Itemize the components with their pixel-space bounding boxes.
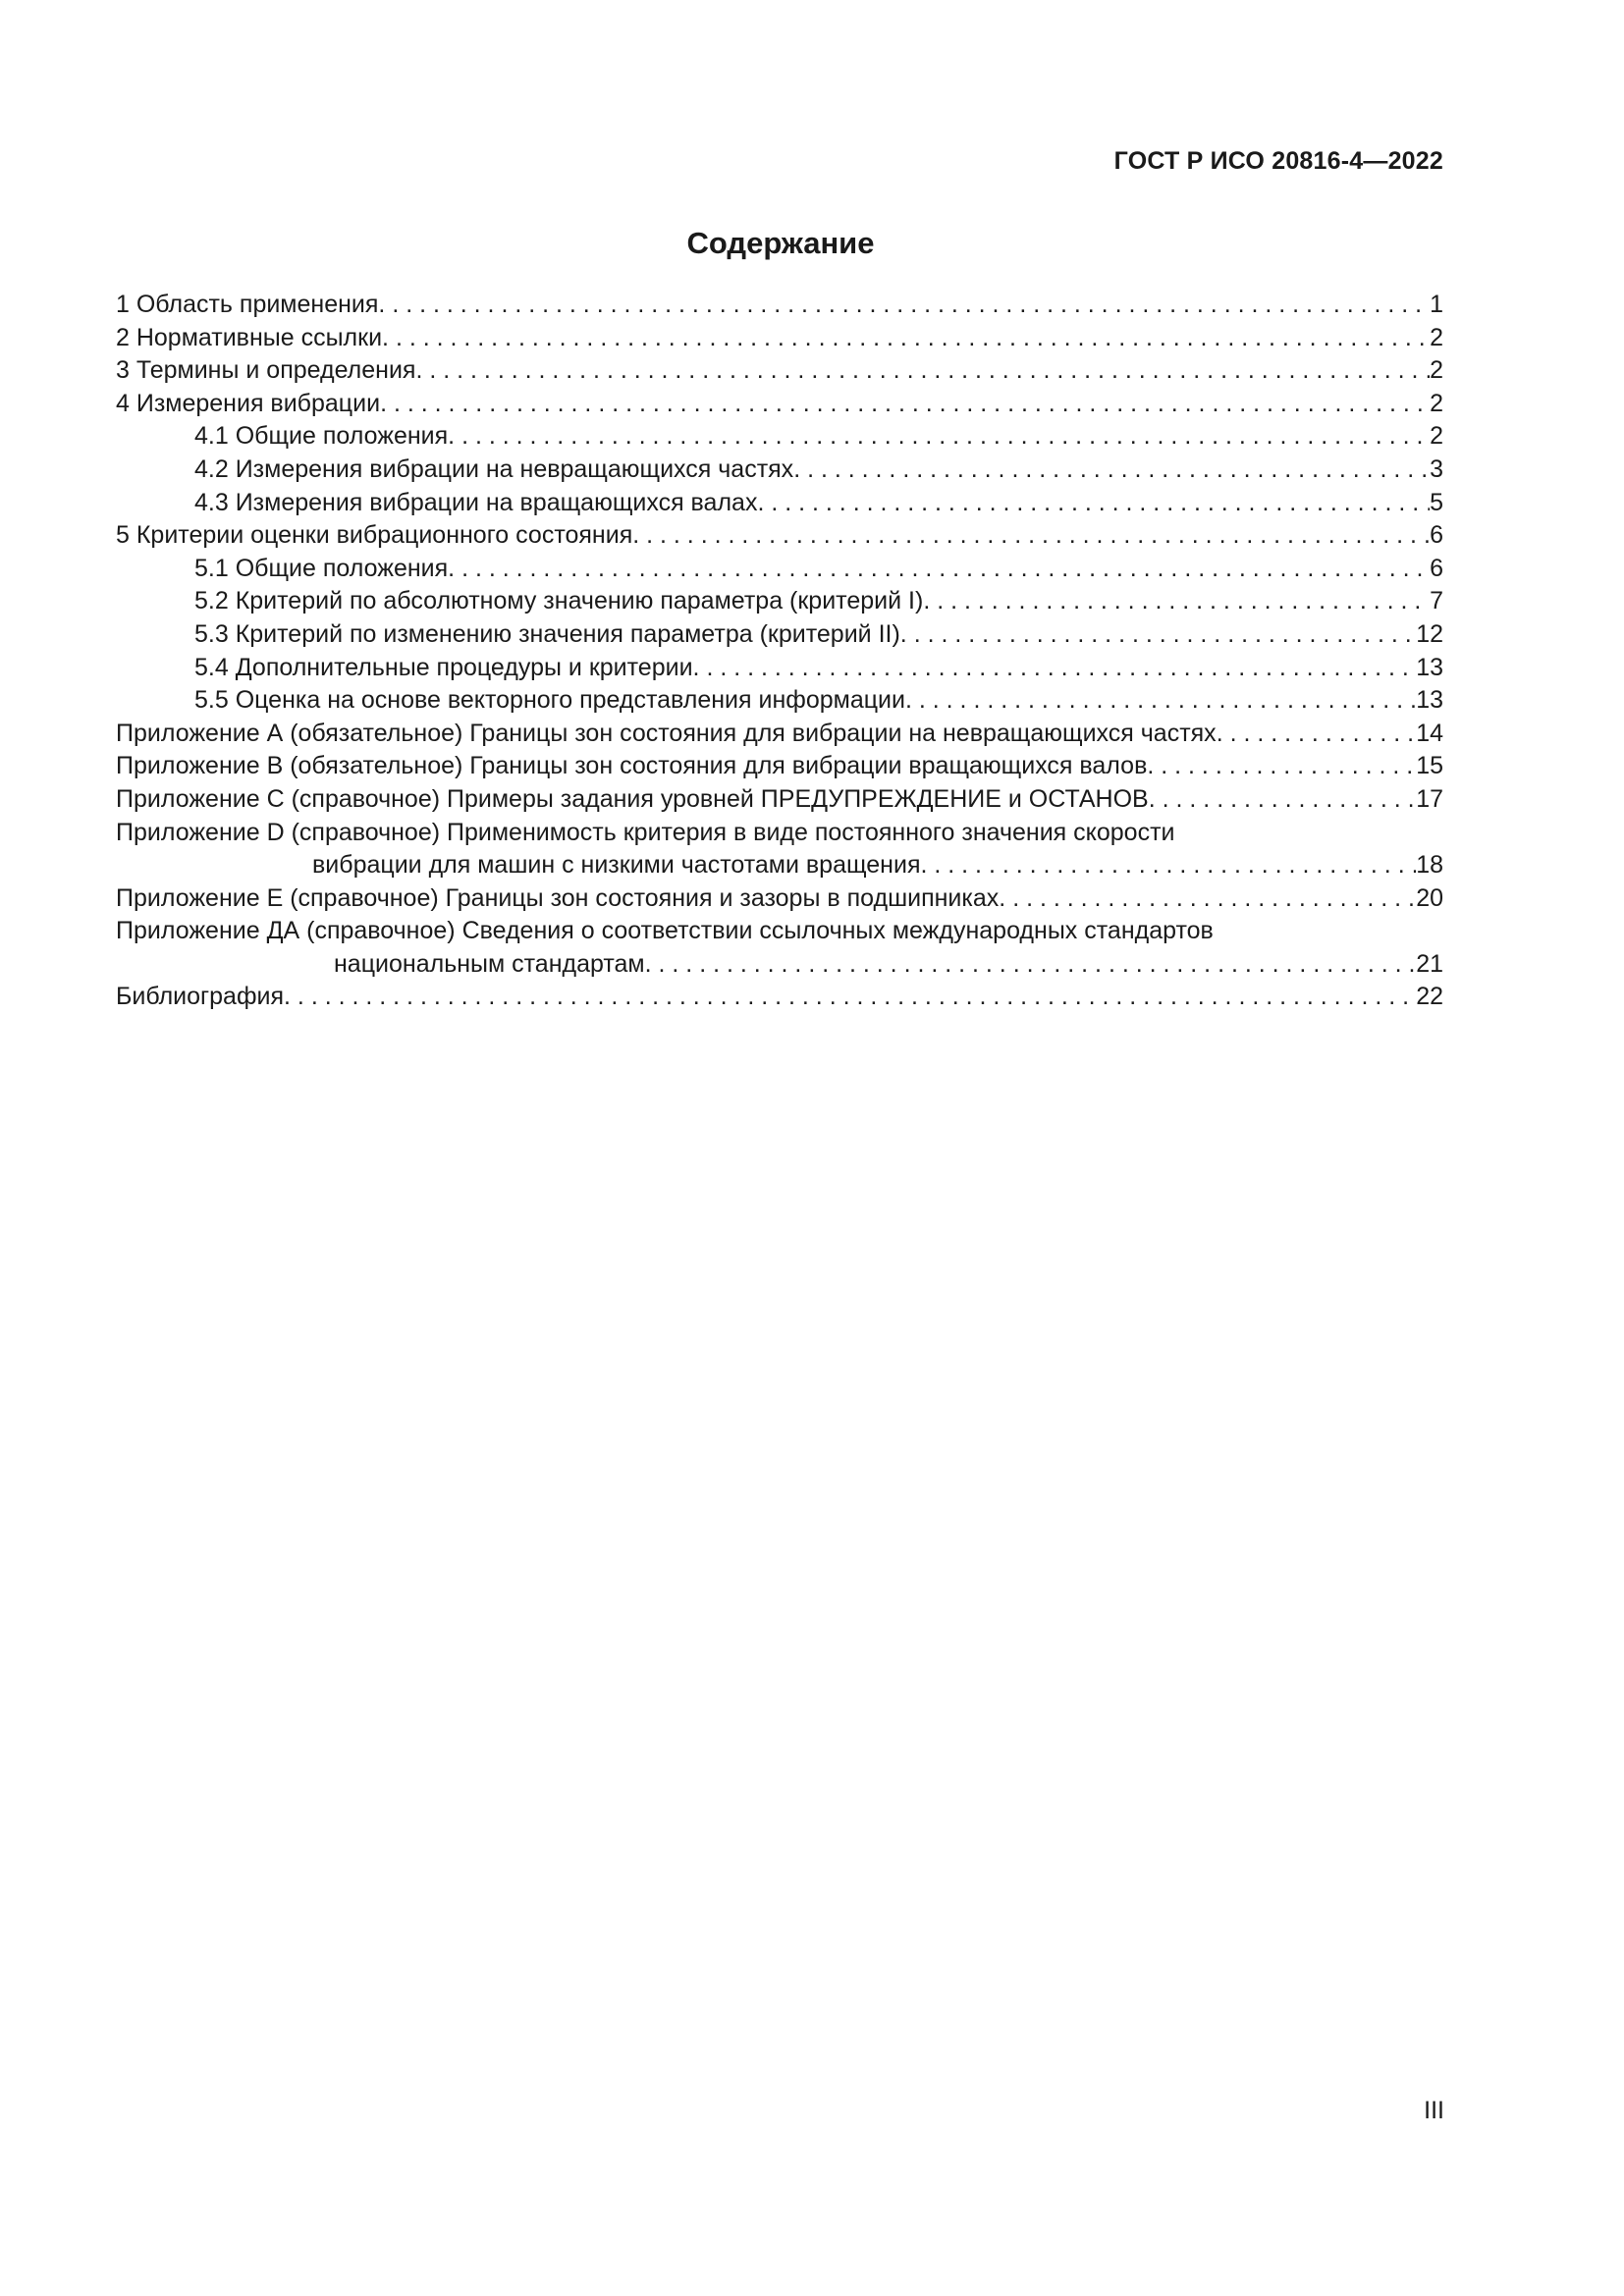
page-number: III	[1424, 2097, 1444, 2124]
dot-leader	[757, 487, 1430, 520]
toc-entry-title: 3 Термины и определения	[116, 356, 416, 385]
toc-entry-continuation: вибрации для машин с низкими частотами вращения	[312, 851, 921, 880]
toc-entry-section-5-5[interactable]	[116, 684, 1443, 718]
dot-leader	[448, 553, 1430, 586]
dot-leader	[415, 354, 1430, 388]
toc-entry-continuation: национальным стандартам	[334, 949, 645, 978]
toc-entry-page: 2	[1430, 323, 1443, 351]
toc-entry-title: Приложение D (справочное) Применимость критерия в виде постоянного значения скорости	[116, 818, 1175, 846]
dot-leader	[793, 454, 1430, 487]
toc-entry-section-5-1[interactable]	[116, 553, 1443, 586]
toc-entry-annex-c[interactable]	[116, 783, 1443, 817]
dot-leader	[284, 981, 1416, 1014]
toc-entry-page: 3	[1430, 454, 1443, 483]
toc-entry-page: 5	[1430, 488, 1443, 516]
toc-entry-page: 6	[1430, 521, 1443, 550]
toc-entry-section-4-1[interactable]	[116, 420, 1443, 454]
toc-entry-title: 4.1 Общие положения	[194, 422, 449, 451]
toc-entry-page: 14	[1416, 719, 1443, 747]
toc-entry-annex-a[interactable]	[116, 718, 1443, 751]
toc-entry-title: 5.3 Критерий по изменению значения параметра (критерий II)	[194, 619, 900, 648]
toc-entry-page: 18	[1416, 851, 1443, 880]
toc-entry-title: Приложение ДА (справочное) Сведения о соответствии ссылочных международных стандартов	[116, 917, 1214, 945]
dot-leader	[920, 849, 1416, 882]
table-of-contents	[116, 289, 1443, 1014]
toc-entry-section-5-2[interactable]	[116, 585, 1443, 618]
toc-entry-title: Приложение В (обязательное) Границы зон состояния для вибрации вращающихся валов	[116, 752, 1148, 780]
toc-entry-title: 5.5 Оценка на основе векторного представления информации	[194, 686, 905, 715]
dot-leader	[378, 289, 1430, 322]
toc-entry-page: 2	[1430, 422, 1443, 451]
toc-entry-page: 7	[1430, 587, 1443, 615]
toc-entry-title: 5.4 Дополнительные процедуры и критерии	[194, 653, 693, 681]
toc-entry-page: 22	[1416, 983, 1443, 1011]
toc-entry-title: 4 Измерения вибрации	[116, 389, 381, 417]
dot-leader	[900, 618, 1416, 652]
toc-entry-bibliography[interactable]	[116, 981, 1443, 1014]
toc-entry-title: Библиография	[116, 983, 285, 1011]
toc-entry-page: 20	[1416, 883, 1443, 912]
dot-leader	[999, 882, 1416, 916]
toc-entry-title: 4.2 Измерения вибрации на невращающихся частях	[194, 454, 794, 483]
toc-entry-section-2[interactable]	[116, 322, 1443, 355]
dot-leader	[382, 322, 1430, 355]
toc-entry-page: 12	[1416, 619, 1443, 648]
toc-entry-page: 15	[1416, 752, 1443, 780]
toc-entry-title: 2 Нормативные ссылки	[116, 323, 383, 351]
toc-entry-section-5-4[interactable]	[116, 652, 1443, 685]
dot-leader	[693, 652, 1417, 685]
dot-leader	[380, 388, 1430, 421]
toc-entry-title: Приложение А (обязательное) Границы зон состояния для вибрации на невращающихся частях	[116, 719, 1217, 747]
dot-leader	[1147, 750, 1416, 783]
toc-entry-section-4-2[interactable]	[116, 454, 1443, 487]
toc-entry-page: 17	[1416, 784, 1443, 813]
toc-entry-section-5-3[interactable]	[116, 618, 1443, 652]
toc-entry-title: 5 Критерии оценки вибрационного состояния	[116, 521, 633, 550]
toc-title: Содержание	[686, 226, 875, 260]
toc-entry-annex-da[interactable]	[116, 915, 1443, 981]
toc-entry-title: 5.1 Общие положения	[194, 554, 449, 582]
dot-leader	[923, 585, 1430, 618]
toc-entry-section-4-3[interactable]	[116, 487, 1443, 520]
toc-entry-section-4[interactable]	[116, 388, 1443, 421]
toc-entry-section-1[interactable]	[116, 289, 1443, 322]
toc-entry-annex-e[interactable]	[116, 882, 1443, 916]
toc-entry-title: Приложение Е (справочное) Границы зон состояния и зазоры в подшипниках	[116, 883, 1000, 912]
dot-leader	[645, 948, 1417, 982]
toc-entry-section-5[interactable]	[116, 519, 1443, 553]
dot-leader	[905, 684, 1416, 718]
toc-entry-page: 2	[1430, 356, 1443, 385]
toc-entry-page: 1	[1430, 291, 1443, 318]
dot-leader	[1217, 718, 1417, 751]
toc-entry-title: Приложение С (справочное) Примеры задания уровней ПРЕДУПРЕЖДЕНИЕ и ОСТАНОВ	[116, 784, 1149, 813]
toc-entry-annex-b[interactable]	[116, 750, 1443, 783]
toc-entry-title: 1 Область применения	[116, 291, 379, 318]
toc-entry-title: 4.3 Измерения вибрации на вращающихся валах	[194, 488, 758, 516]
toc-entry-page: 13	[1416, 653, 1443, 681]
dot-leader	[632, 519, 1430, 553]
toc-entry-section-3[interactable]	[116, 354, 1443, 388]
toc-entry-page: 21	[1416, 949, 1443, 978]
toc-entry-page: 6	[1430, 554, 1443, 582]
toc-entry-annex-d[interactable]	[116, 817, 1443, 882]
dot-leader	[1149, 783, 1416, 817]
document-code: ГОСТ Р ИСО 20816-4—2022	[1113, 147, 1443, 175]
toc-entry-page: 13	[1416, 686, 1443, 715]
dot-leader	[448, 420, 1430, 454]
toc-entry-title: 5.2 Критерий по абсолютному значению параметра (критерий I)	[194, 587, 924, 615]
toc-entry-page: 2	[1430, 389, 1443, 417]
